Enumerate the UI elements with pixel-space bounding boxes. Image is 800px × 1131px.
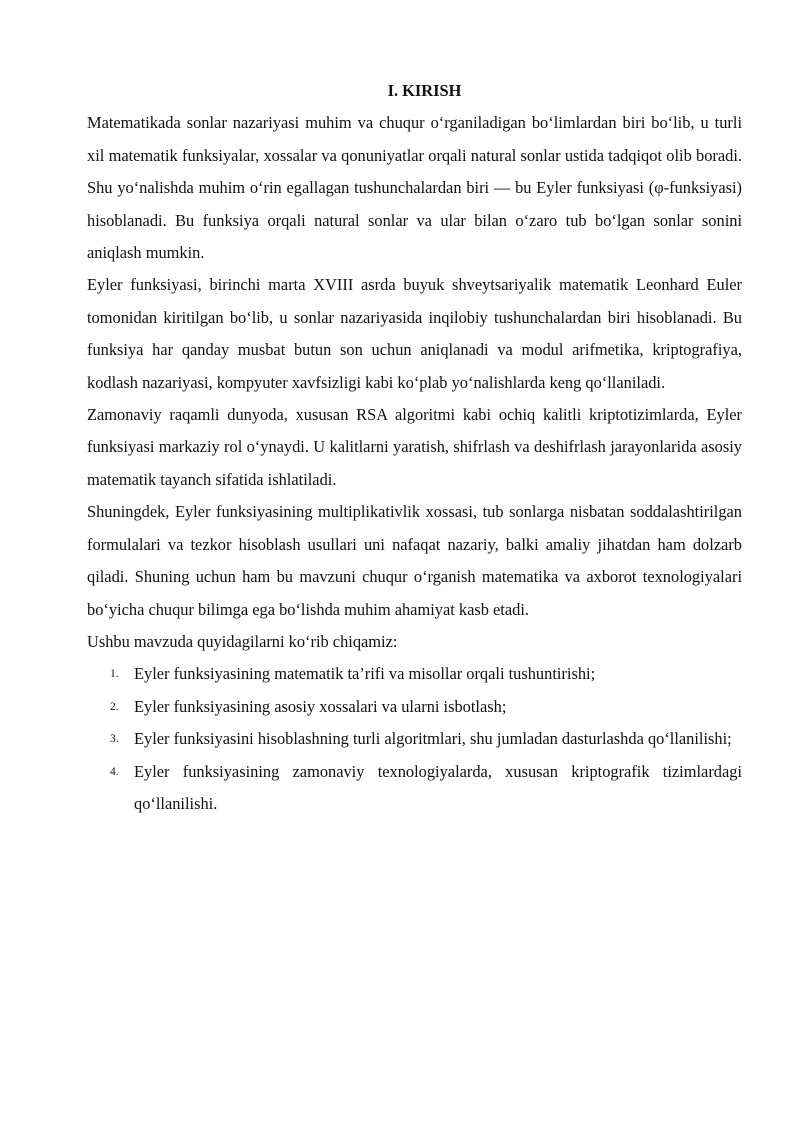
- list-item-text: Eyler funksiyasining zamonaviy texnologiyalarda, xususan kriptografik tizimlardagi qo‘llanilishi.: [134, 761, 742, 813]
- list-item-number: 3.: [110, 733, 119, 746]
- intro-paragraph: Matematikada sonlar nazariyasi muhim va chuqur o‘rganiladigan bo‘limlardan biri bo‘lib, u turli xil matematik funksiyalar, xossalar va qonuniyatlar orqali natural sonlar ustida tadqiqot olib boradi. Shu yo‘nalishda muhim o‘rin egallagan tushunchalardan biri — bu Eyler funksiyasi (φ-funksiyasi) hisoblanadi. Bu funksiya orqali natural sonlar va ular bilan o‘zaro tub bo‘lgan sonlar sonini aniqlash mumkin.: [87, 113, 742, 263]
- properties-paragraph: Shuningdek, Eyler funksiyasining multiplikativlik xossasi, tub sonlarga nisbatan soddalashtirilgan formulalari va tezkor hisoblash usullari uni nafaqat nazariy, balki amaliy jihatdan ham dolzarb qiladi. Shuning uchun ham bu mavzuni chuqur o‘rganish matematika va axborot texnologiyalari bo‘yicha chuqur bilimga ega bo‘lishda muhim ahamiyat kasb etadi.: [87, 502, 742, 619]
- list-item: [87, 723, 742, 755]
- history-paragraph: Eyler funksiyasi, birinchi marta XVIII asrda buyuk shveytsariyalik matematik Leonhard Euler tomonidan kiritilgan bo‘lib, u sonlar nazariyasida inqilobiy tushunchalardan biri hisoblanadi. Bu funksiya har qanday musbat butun son uchun aniqlanadi va modul arifmetika, kriptografiya, kodlash nazariyasi, kompyuter xavfsizligi kabi ko‘plab yo‘nalishlarda keng qo‘llaniladi.: [87, 275, 742, 392]
- section-heading: I. KIRISH: [387, 81, 462, 100]
- list-item-number: 1.: [110, 668, 119, 681]
- list-item: [87, 756, 742, 821]
- list-item-text: Eyler funksiyasining asosiy xossalari va ularni isbotlash;: [134, 696, 507, 716]
- list-intro-paragraph: Ushbu mavzuda quyidagilarni ko‘rib chiqamiz:: [87, 631, 398, 651]
- list-item-text: Eyler funksiyasini hisoblashning turli algoritmlari, shu jumladan dasturlashda qo‘llanilishi;: [134, 729, 732, 749]
- list-item-text: Eyler funksiyasining matematik ta’rifi va misollar orqali tushuntirishi;: [134, 664, 596, 684]
- cryptography-paragraph: Zamonaviy raqamli dunyoda, xususan RSA algoritmi kabi ochiq kalitli kriptotizimlarda, Eyler funksiyasi markaziy rol o‘ynaydi. U kalitlarni yaratish, shifrlash va deshifrlash jarayonlarida asosiy matematik tayanch sifatida ishlatiladi.: [87, 405, 742, 489]
- list-item: [87, 658, 742, 690]
- list-item-number: 2.: [110, 700, 119, 713]
- list-item-number: 4.: [110, 765, 119, 778]
- list-item: [87, 691, 742, 723]
- topics-list: [87, 658, 742, 820]
- document-body: [87, 75, 742, 820]
